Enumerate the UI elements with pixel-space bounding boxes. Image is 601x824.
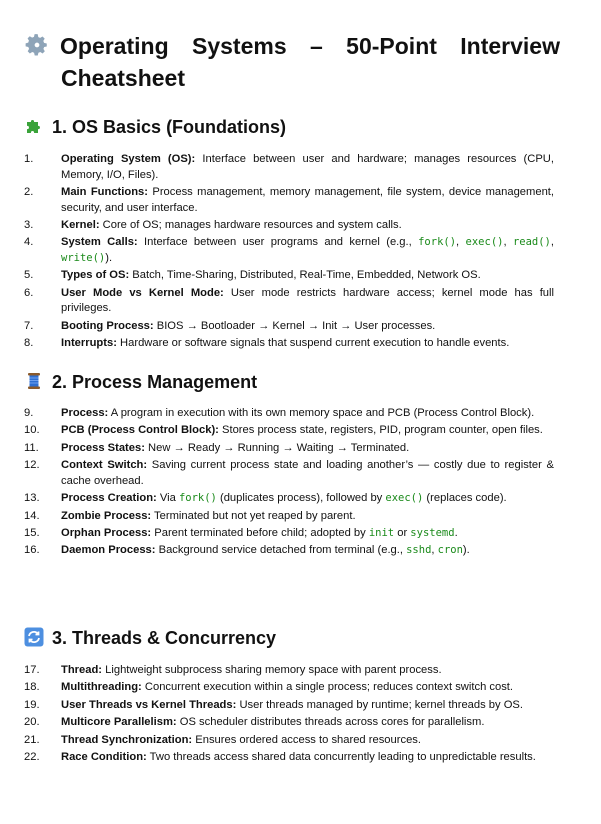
item-number: 20. [24,716,40,729]
item-term: Main Functions: [61,185,149,198]
item-number: 5. [24,269,34,282]
code-snippet: systemd [410,526,455,539]
item-number: 14. [24,509,40,522]
item-term: Race Condition: [61,750,147,763]
item-text: Parent terminated before child; adopted by [151,526,369,539]
item-number: 10. [24,424,40,437]
item-term: Multithreading: [61,681,142,694]
gear-icon [24,32,50,58]
section-heading-threads [24,626,276,650]
item-text: User threads managed by runtime; kernel threads by OS. [236,698,524,711]
title-line-2: Cheatsheet [61,65,185,91]
item-number: 2. [24,185,34,198]
thread-spool-icon [24,371,44,391]
section-2-list [24,406,554,561]
item-text-mid: or [394,526,411,539]
item-text: New → Ready → Running → Waiting → Terminated. [144,441,410,454]
list-item [24,663,554,679]
item-term: Interrupts: [61,337,117,350]
item-number: 1. [24,153,34,165]
item-number: 9. [24,407,34,419]
list-item [24,458,554,489]
item-number: 11. [24,441,39,454]
item-term: System Calls: [61,236,138,249]
item-term: Multicore Parallelism: [61,716,177,729]
list-item [24,750,554,766]
item-text: Stores process state, registers, PID, program counter, open files. [218,424,543,437]
puzzle-icon [24,116,44,136]
list-item [24,491,554,507]
list-item: 4. System Calls: Interface between user programs and kernel (e.g., fork(), exec(), read(), write()). [24,236,554,264]
item-number: 22. [24,750,40,763]
item-text: User mode restricts hardware access; kernel mode has full privileges. [61,286,554,315]
item-text: Two threads access shared data concurrently leading to unpredictable results. [146,750,536,763]
list-item [24,152,554,183]
list-item [24,543,554,559]
item-text-mid: (duplicates process), followed by [216,492,386,505]
list-item [24,218,554,234]
item-number: 12. [24,459,40,472]
section-3-list [24,663,554,767]
item-number: 15. [24,526,40,539]
item-number: 7. [24,319,34,332]
item-number: 16. [24,544,40,557]
item-number: 21. [24,733,40,746]
item-term: User Mode vs Kernel Mode: [61,286,224,299]
section-1-list [24,152,554,354]
item-text: Terminated but not yet reaped by parent. [151,509,356,522]
item-text: BIOS → Bootloader → Kernel → Init → User processes. [153,319,436,332]
item-text: A program in execution with its own memory space and PCB (Process Control Block). [108,407,535,419]
item-text-tail: (replaces code). [423,492,507,505]
code-snippet: fork() [418,236,457,249]
code-snippet: write() [61,251,106,264]
item-text: Hardware or software signals that suspend current execution to handle events. [116,337,510,350]
section-heading-process-management [24,370,257,394]
item-term: Types of OS: [61,269,130,282]
item-term: Context Switch: [61,459,148,472]
list-item [24,715,554,731]
item-term: Operating System (OS): [61,153,196,165]
code-snippet: cron [437,544,463,557]
code-snippet: init [368,526,395,539]
item-text: Saving current process state and loading another’s — costly due to register & cache overhead. [61,459,555,487]
item-number: 6. [24,286,34,299]
list-item [24,423,554,439]
item-text-tail: . [454,526,458,539]
list-item [24,733,554,749]
item-text-mid: , [431,544,438,557]
code-snippet: fork() [178,492,217,505]
list-item [24,680,554,696]
list-item [24,509,554,525]
list-item [24,185,554,216]
item-text: Background service detached from terminal (e.g., [155,544,407,557]
code-snippet: read() [512,236,551,249]
list-item [24,526,554,542]
list-item [24,406,554,422]
item-number: 19. [24,698,40,711]
item-term: User Threads vs Kernel Threads: [61,698,237,711]
section-heading-text: 3. Threads & Concurrency [52,628,277,648]
item-number: 3. [24,218,34,231]
item-text: Process management, memory management, file system, device management, security, and user interface. [61,185,555,214]
item-text: Via [156,492,179,505]
section-heading-text: 1. OS Basics (Foundations) [52,117,287,137]
title-line-1 [24,30,560,62]
item-term: Daemon Process: [61,544,156,557]
title-text-1: Operating Systems – 50-Point Interview [60,33,560,59]
item-text: Core of OS; manages hardware resources and system calls. [99,218,402,231]
item-text: Lightweight subprocess sharing memory space with parent process. [102,664,442,676]
section-heading-os-basics [24,115,286,139]
item-number: 18. [24,681,40,694]
item-term: Kernel: [61,218,100,231]
page-title [24,30,560,94]
code-snippet: sshd [406,544,432,557]
item-term: Process States: [61,441,145,454]
item-term: PCB (Process Control Block): [61,424,219,437]
list-item [24,319,554,335]
list-item [24,698,554,714]
item-term: Thread Synchronization: [61,733,193,746]
list-item [24,286,554,317]
item-term: Process Creation: [61,492,157,505]
item-text: Interface between user and hardware; manages resources (CPU, Memory, I/O, Files). [61,153,554,181]
item-text-tail: ). [105,251,113,264]
item-text: Concurrent execution within a single process; reduces context switch cost. [141,681,514,694]
item-number: 4. [24,236,34,249]
list-item [24,268,554,284]
item-number: 13. [24,492,40,505]
code-snippet: exec() [465,236,504,249]
item-term: Zombie Process: [61,509,152,522]
item-text: OS scheduler distributes threads across cores for parallelism. [176,716,485,729]
section-heading-text: 2. Process Management [52,372,258,392]
list-item [24,336,554,352]
item-term: Booting Process: [61,319,154,332]
item-number: 17. [24,664,40,676]
cycle-arrows-icon [24,627,44,647]
list-item [24,441,554,457]
item-text: Interface between user programs and kernel (e.g., [137,236,419,249]
item-term: Thread: [61,664,103,676]
item-term: Orphan Process: [61,526,152,539]
item-text: Ensures ordered access to shared resources. [192,733,421,746]
item-term: Process: [61,407,109,419]
code-snippet: exec() [385,492,424,505]
item-text-tail: ). [462,544,470,557]
item-number: 8. [24,337,34,350]
item-text: Batch, Time-Sharing, Distributed, Real-Time, Embedded, Network OS. [129,269,481,282]
